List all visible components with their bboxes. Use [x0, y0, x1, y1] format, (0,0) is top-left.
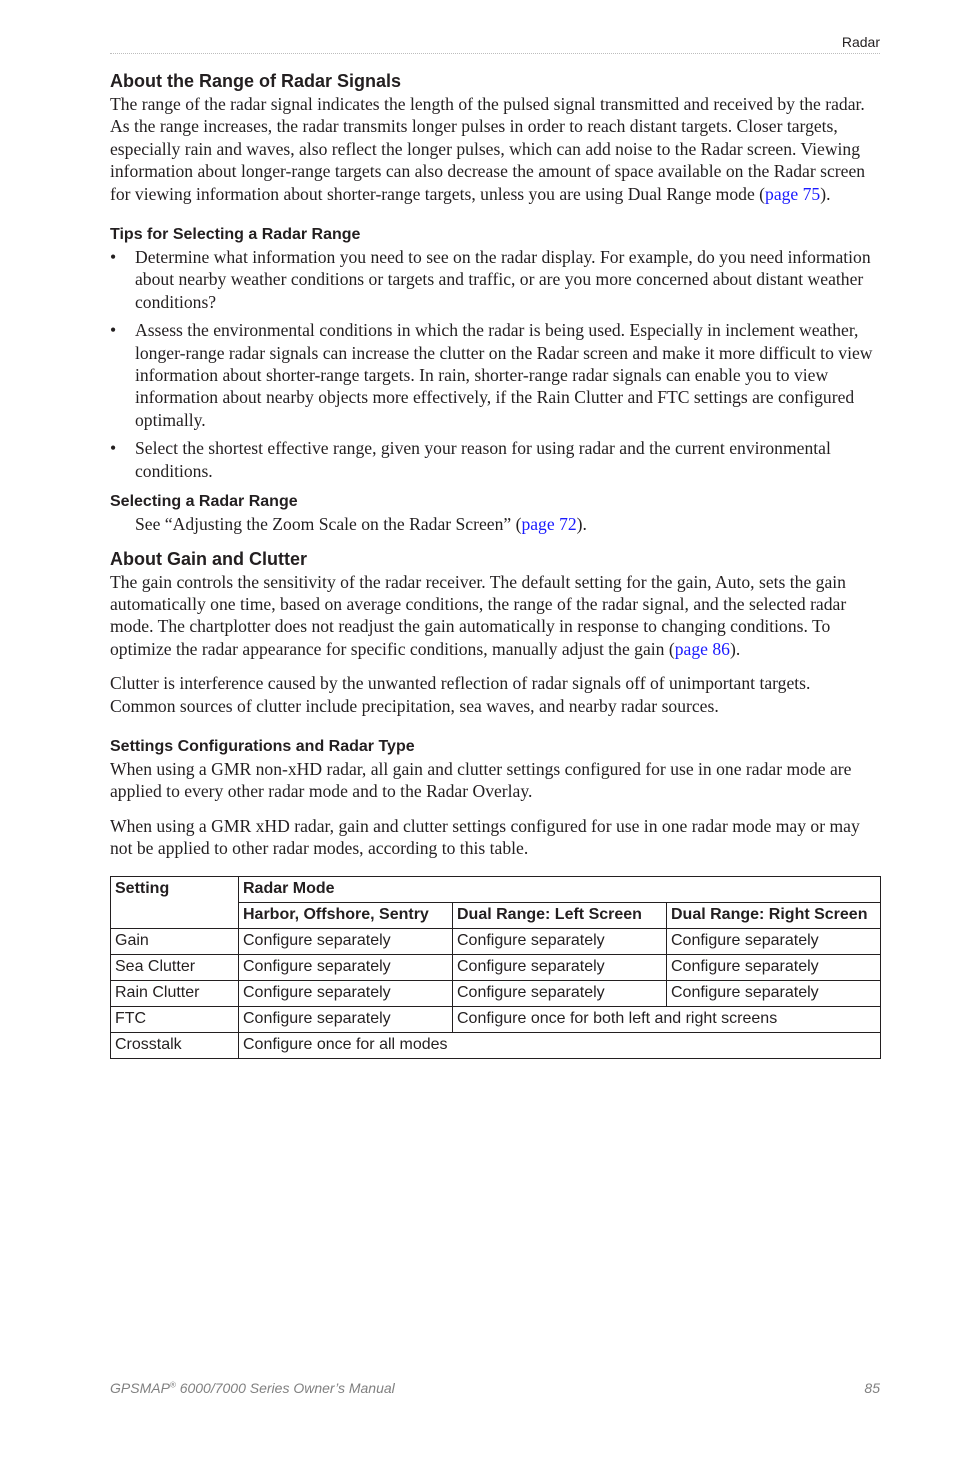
heading-tips-selecting-range: Tips for Selecting a Radar Range — [110, 226, 361, 244]
heading-gain-and-clutter: About Gain and Clutter — [110, 548, 307, 569]
table-row — [111, 954, 881, 980]
table-cell: Configure separately — [453, 928, 667, 954]
list-item-text: Assess the environmental conditions in which the radar is being used. Especially in inclement weather, longer-range radar signals can increase the clutter on the Radar screen and make it more difficult to view information about shorter-range targets. In rain, shorter-range radar signals can enable you to view information about nearby objects more effectively, if the Rain Clutter and FTC settings are configured optimally. — [135, 320, 873, 430]
table-cell: Configure once for all modes — [239, 1032, 881, 1058]
tips-list — [110, 246, 880, 482]
footer-title-text: 6000/7000 Series Owner’s Manual — [175, 1380, 395, 1396]
bullet-marker: • — [110, 438, 117, 459]
header-section-label: Radar — [841, 34, 880, 50]
table-cell: Configure once for both left and right screens — [453, 1006, 881, 1032]
table-header-dual-right: Dual Range: Right Screen — [667, 902, 881, 928]
selecting-range-end: ). — [576, 514, 587, 535]
table-cell-label: Rain Clutter — [111, 980, 239, 1006]
registered-mark: ® — [169, 1380, 176, 1390]
selecting-range-text: See “Adjusting the Zoom Scale on the Radar Screen” ( — [135, 514, 522, 535]
list-item-text: Select the shortest effective range, given your reason for using radar and the current environmental conditions. — [135, 438, 831, 481]
table-header-dual-left: Dual Range: Left Screen — [453, 902, 667, 928]
paragraph-range-intro — [110, 93, 880, 205]
table-cell: Configure separately — [667, 954, 881, 980]
table-cell: Configure separately — [239, 954, 453, 980]
radar-settings-table — [110, 876, 881, 1059]
table-cell-label: Crosstalk — [111, 1032, 239, 1058]
paragraph-non-xhd: When using a GMR non-xHD radar, all gain and clutter settings configured for use in one radar mode are applied to every other radar mode and to the Radar Overlay. — [110, 758, 852, 802]
table-header-row — [111, 876, 881, 902]
list-item-text: Determine what information you need to see on the radar display. For example, do you need information about nearby weather conditions or targets and traffic, or are you more concerned about distant weather conditions? — [135, 247, 871, 312]
page-86-link[interactable]: page 86 — [674, 638, 730, 659]
heading-settings-configurations: Settings Configurations and Radar Type — [110, 737, 415, 755]
table-cell: Configure separately — [667, 928, 881, 954]
table-cell: Configure separately — [239, 980, 453, 1006]
page-content — [110, 70, 880, 1059]
footer-brand: GPSMAP — [110, 1380, 170, 1396]
table-cell: Configure separately — [453, 954, 667, 980]
paragraph-clutter: Clutter is interference caused by the unwanted reflection of radar signals off of unimportant targets. Common sources of clutter include precipitation, sea waves, and nearby radar sources. — [110, 673, 811, 716]
table-row — [111, 1006, 881, 1032]
heading-selecting-radar-range: Selecting a Radar Range — [110, 493, 298, 511]
paragraph-gain-text: The gain controls the sensitivity of the radar receiver. The default setting for the gain, Auto, sets the gain automatically one time, based on average conditions, the range of the radar signal, and the selected radar mode. The chartplotter does not readjust the gain automatically in response to changing conditions. To optimize the radar appearance for specific conditions, manually adjust the gain ( — [110, 571, 847, 659]
table-cell: Configure separately — [453, 980, 667, 1006]
footer-manual-title — [110, 1380, 395, 1396]
paragraph-range-end: ). — [820, 183, 831, 204]
list-item — [110, 319, 880, 431]
paragraph-gain — [110, 571, 880, 661]
paragraph-gain-end: ). — [729, 638, 741, 659]
paragraph-selecting-range — [110, 513, 880, 535]
table-header-harbor: Harbor, Offshore, Sentry — [239, 902, 453, 928]
table-cell-label: FTC — [111, 1006, 239, 1032]
table-header-setting: Setting — [111, 876, 239, 928]
table-cell: Configure separately — [239, 1006, 453, 1032]
paragraph-range-text: The range of the radar signal indicates the length of the pulsed signal transmitted and received by the radar. As the range increases, the radar transmits longer pulses in order to reach distant targets. Closer targets, especially rain and waves, also reflect the longer pulses, which can add noise to the Radar screen. Viewing information about longer-range targets can also decrease the amount of space available on the Radar screen for viewing information about shorter-range targets, unless you are using Dual Range mode ( — [110, 94, 866, 204]
table-row — [111, 1032, 881, 1058]
table-cell-label: Gain — [111, 928, 239, 954]
paragraph-xhd: When using a GMR xHD radar, gain and clutter settings configured for use in one radar mode may or may not be applied to other radar modes, according to this table. — [110, 815, 860, 859]
page-number: 85 — [864, 1380, 880, 1396]
page-75-link[interactable]: page 75 — [765, 183, 821, 204]
bullet-marker: • — [110, 247, 117, 268]
table-cell: Configure separately — [239, 928, 453, 954]
header-rule — [110, 53, 880, 54]
heading-range-of-radar-signals: About the Range of Radar Signals — [110, 71, 402, 91]
page-72-link[interactable]: page 72 — [521, 514, 577, 535]
table-cell: Configure separately — [667, 980, 881, 1006]
table-cell-label: Sea Clutter — [111, 954, 239, 980]
table-row — [111, 928, 881, 954]
table-header-radar-mode: Radar Mode — [239, 876, 881, 902]
list-item — [110, 437, 880, 482]
list-item — [110, 246, 880, 313]
table-row — [111, 980, 881, 1006]
bullet-marker: • — [110, 320, 117, 341]
